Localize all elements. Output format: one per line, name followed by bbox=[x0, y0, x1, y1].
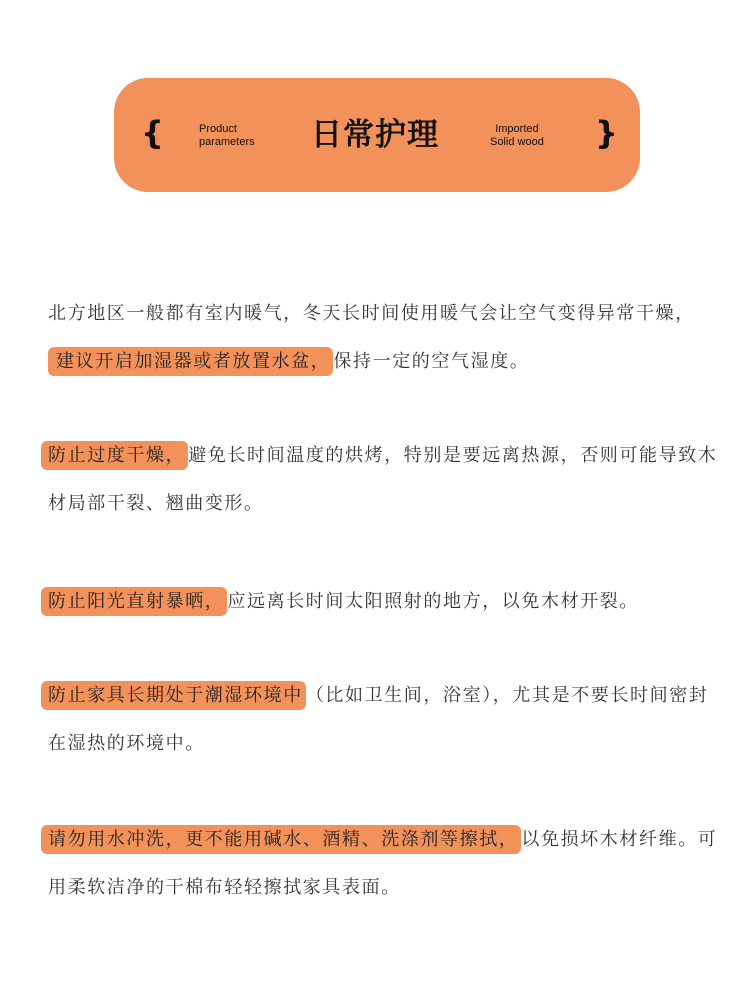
left-text-line2: parameters bbox=[199, 136, 255, 148]
right-text-line2: Solid wood bbox=[490, 136, 544, 148]
highlight-tag: 防止阳光直射暴晒， bbox=[41, 587, 227, 616]
right-brace: } bbox=[595, 114, 618, 152]
imported-solid-wood-label bbox=[490, 123, 544, 149]
right-text-line1: Imported bbox=[495, 123, 539, 135]
paragraph-text: 以免损坏木材纤维。可用柔软洁净的干棉布轻轻擦拭家具表面。 bbox=[48, 829, 718, 898]
highlight-tag: 防止家具长期处于潮湿环境中 bbox=[41, 681, 306, 710]
paragraph-text: （比如卫生间，浴室），尤其是不要长时间密封在湿热的环境中。 bbox=[48, 685, 709, 754]
paragraph-text: 保持一定的空气湿度。 bbox=[333, 351, 530, 372]
left-brace: { bbox=[141, 114, 164, 152]
care-paragraph-sunlight bbox=[48, 578, 718, 626]
page-title: 日常护理 bbox=[311, 117, 439, 153]
product-parameters-label bbox=[199, 123, 255, 149]
paragraph-text: 北方地区一般都有室内暖气，冬天长时间使用暖气会让空气变得异常干燥， bbox=[48, 303, 695, 324]
header-banner bbox=[114, 78, 640, 192]
care-paragraph-dryness bbox=[48, 432, 718, 528]
care-paragraph-humidity bbox=[48, 672, 718, 768]
paragraph-text: 应远离长时间太阳照射的地方，以免木材开裂。 bbox=[227, 591, 640, 612]
highlight-tag: 防止过度干燥， bbox=[41, 441, 188, 470]
paragraph-text: 避免长时间温度的烘烤，特别是要远离热源，否则可能导致木材局部干裂、翘曲变形。 bbox=[48, 445, 718, 514]
highlight-tag: 建议开启加湿器或者放置水盆， bbox=[48, 347, 333, 376]
care-paragraph-cleaning bbox=[48, 816, 718, 912]
highlight-tag: 请勿用水冲洗，更不能用碱水、酒精、洗涤剂等擦拭， bbox=[41, 825, 521, 854]
left-text-line1: Product bbox=[199, 123, 237, 135]
care-paragraph-heating bbox=[48, 290, 718, 386]
